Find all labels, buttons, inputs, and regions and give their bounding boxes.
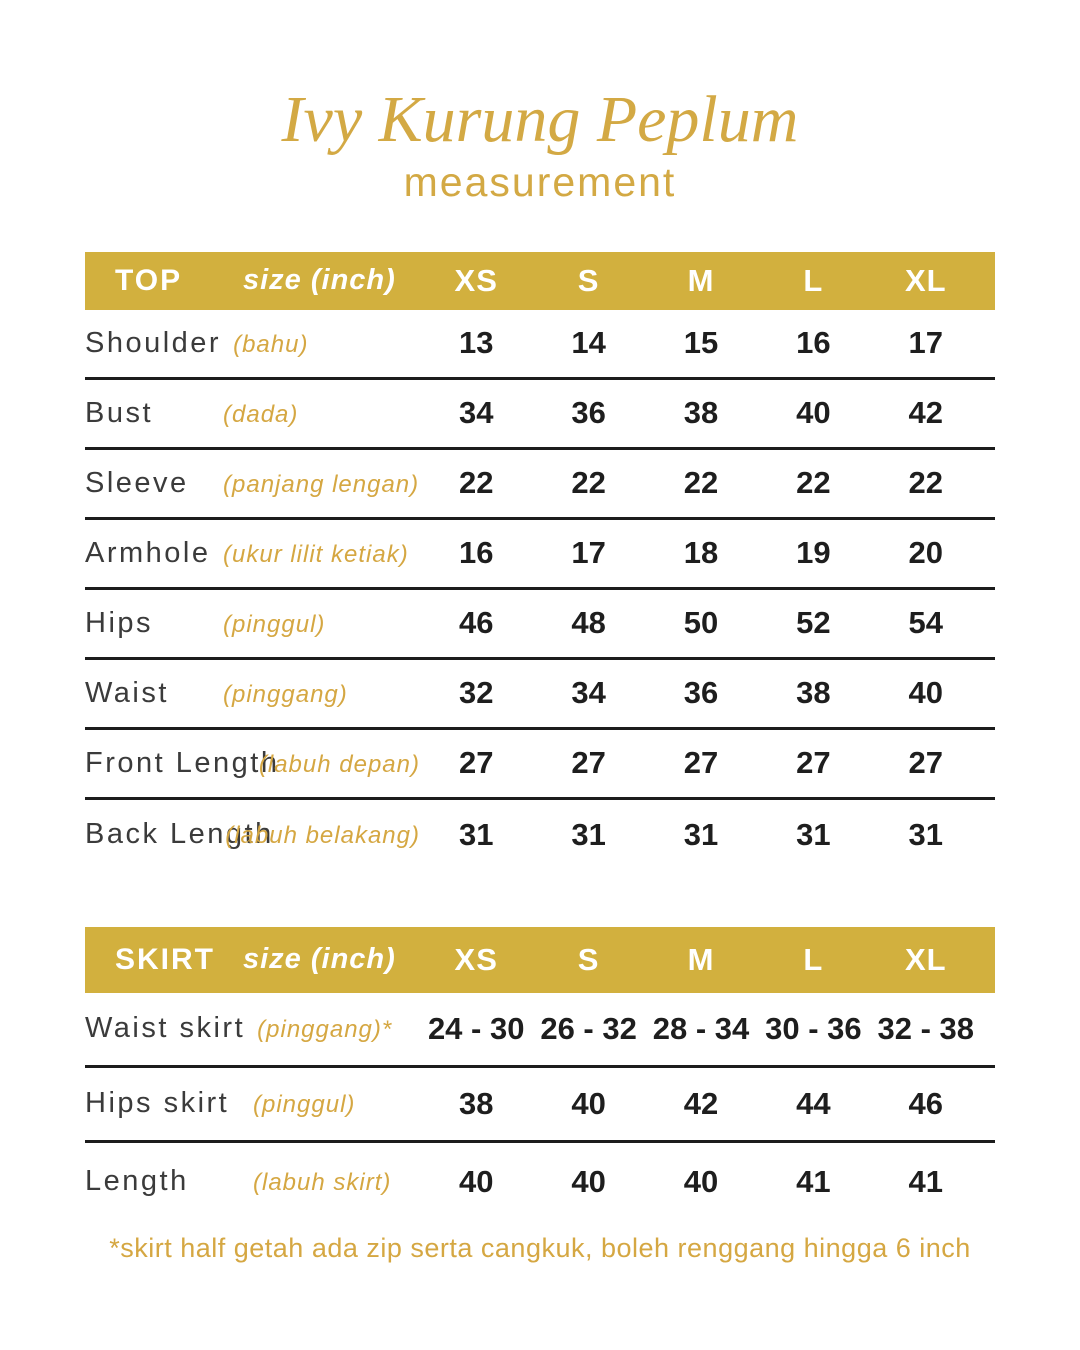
value-l: 19 — [796, 535, 831, 571]
table-row-length-skirt — [85, 1143, 995, 1221]
size-unit-label: size (inch) — [243, 943, 396, 976]
value-s: 27 — [571, 745, 606, 781]
value-s: 31 — [571, 816, 606, 852]
value-l: 27 — [796, 745, 831, 781]
value-s: 34 — [571, 675, 606, 711]
skirt-size-table — [85, 927, 995, 1221]
measure-translation: (labuh skirt) — [253, 1169, 392, 1197]
value-m: 18 — [683, 535, 719, 571]
size-column-header-s: S — [577, 262, 600, 298]
value-xs: 31 — [458, 816, 494, 852]
size-column-header-xs: XS — [454, 941, 498, 977]
value-xl: 17 — [908, 325, 944, 361]
page-header — [0, 0, 1080, 206]
size-unit-label: size (inch) — [243, 264, 396, 297]
value-xs: 40 — [458, 1163, 494, 1199]
value-xl: 20 — [908, 535, 944, 571]
measure-label: Hips skirt — [85, 1087, 230, 1120]
measure-translation: (ukur lilit ketiak) — [223, 540, 409, 568]
value-xs: 24 - 30 — [427, 1010, 525, 1046]
value-l: 41 — [796, 1163, 831, 1199]
table-row-bust — [85, 380, 995, 450]
value-l: 40 — [796, 395, 831, 431]
size-column-header-xs: XS — [454, 262, 498, 298]
value-m: 38 — [683, 395, 719, 431]
measure-label: Sleeve — [85, 466, 189, 499]
measure-translation: (pinggang)* — [257, 1016, 393, 1044]
value-xs: 34 — [458, 395, 494, 431]
value-xl: 41 — [908, 1163, 944, 1199]
value-m: 50 — [683, 605, 719, 641]
table-row-armhole — [85, 520, 995, 590]
table-row-shoulder — [85, 310, 995, 380]
measure-label: Back Length — [85, 818, 274, 851]
value-s: 17 — [571, 535, 606, 571]
value-s: 22 — [571, 465, 606, 501]
table-row-front-length — [85, 730, 995, 800]
value-xl: 54 — [908, 605, 944, 641]
measure-translation: (panjang lengan) — [223, 470, 420, 498]
measure-label: Waist — [85, 676, 169, 709]
measure-translation: (pinggang) — [223, 680, 348, 708]
skirt-table-header-band — [85, 927, 995, 993]
value-xs: 22 — [458, 465, 494, 501]
page-subtitle: measurement — [403, 158, 677, 205]
value-xl: 40 — [908, 675, 944, 711]
value-xs: 38 — [458, 1085, 494, 1121]
value-l: 16 — [796, 325, 831, 361]
measure-label: Shoulder — [85, 326, 222, 359]
measure-label: Bust — [85, 396, 154, 429]
measure-translation: (labuh belakang) — [225, 822, 420, 850]
size-column-header-s: S — [577, 941, 600, 977]
value-xs: 27 — [458, 745, 494, 781]
value-l: 22 — [796, 465, 831, 501]
top-header-label-cell — [85, 264, 420, 298]
measure-label: Front Length — [85, 746, 280, 779]
size-column-header-m: M — [687, 262, 715, 298]
value-s: 26 - 32 — [540, 1010, 637, 1046]
value-l: 52 — [796, 605, 831, 641]
value-s: 36 — [571, 395, 606, 431]
value-m: 31 — [683, 816, 719, 852]
measure-label: Length — [85, 1165, 189, 1198]
top-table-header-band — [85, 252, 995, 310]
value-s: 40 — [571, 1163, 606, 1199]
measure-translation: (bahu) — [233, 330, 309, 358]
measure-translation: (labuh depan) — [258, 750, 420, 778]
value-l: 31 — [796, 816, 831, 852]
size-column-header-l: L — [803, 262, 824, 298]
size-column-header-xl: XL — [904, 262, 947, 298]
value-l: 30 - 36 — [765, 1010, 862, 1046]
product-title: Ivy Kurung Peplum — [281, 83, 799, 156]
table-row-back-length — [85, 800, 995, 870]
value-m: 36 — [683, 675, 719, 711]
value-m: 40 — [683, 1163, 719, 1199]
value-xs: 46 — [458, 605, 494, 641]
value-m: 27 — [683, 745, 719, 781]
value-xs: 32 — [458, 675, 494, 711]
skirt-header-label-cell — [85, 943, 420, 977]
value-m: 28 - 34 — [652, 1010, 750, 1046]
table-row-waist — [85, 660, 995, 730]
measure-label: Waist skirt — [85, 1012, 246, 1045]
value-xl: 27 — [908, 745, 944, 781]
value-s: 14 — [571, 325, 606, 361]
table-row-sleeve — [85, 450, 995, 520]
measure-label: Armhole — [85, 536, 211, 569]
table-name-top: TOP — [115, 263, 183, 297]
table-row-hips-skirt — [85, 1068, 995, 1143]
value-xl: 22 — [908, 465, 944, 501]
measure-translation: (pinggul) — [253, 1091, 356, 1119]
value-m: 22 — [683, 465, 719, 501]
value-xl: 32 - 38 — [877, 1010, 975, 1046]
table-row-waist-skirt — [85, 993, 995, 1068]
value-xl: 31 — [908, 816, 944, 852]
top-size-table — [85, 252, 995, 870]
table-row-hips — [85, 590, 995, 660]
value-l: 38 — [796, 675, 831, 711]
value-xl: 46 — [908, 1085, 944, 1121]
size-column-header-xl: XL — [904, 941, 947, 977]
measure-translation: (pinggul) — [223, 610, 326, 638]
value-m: 15 — [683, 325, 719, 361]
measure-translation: (dada) — [223, 400, 299, 428]
measure-label: Hips — [85, 606, 154, 639]
value-xs: 16 — [458, 535, 494, 571]
value-xs: 13 — [458, 325, 494, 361]
value-s: 48 — [571, 605, 606, 641]
size-column-header-l: L — [803, 941, 824, 977]
value-s: 40 — [571, 1085, 606, 1121]
value-m: 42 — [683, 1085, 719, 1121]
value-xl: 42 — [908, 395, 944, 431]
table-name-skirt: SKIRT — [115, 942, 215, 976]
size-column-header-m: M — [687, 941, 715, 977]
skirt-footnote: *skirt half getah ada zip serta cangkuk, boleh renggang hingga 6 inch — [109, 1232, 971, 1263]
value-l: 44 — [796, 1085, 831, 1121]
